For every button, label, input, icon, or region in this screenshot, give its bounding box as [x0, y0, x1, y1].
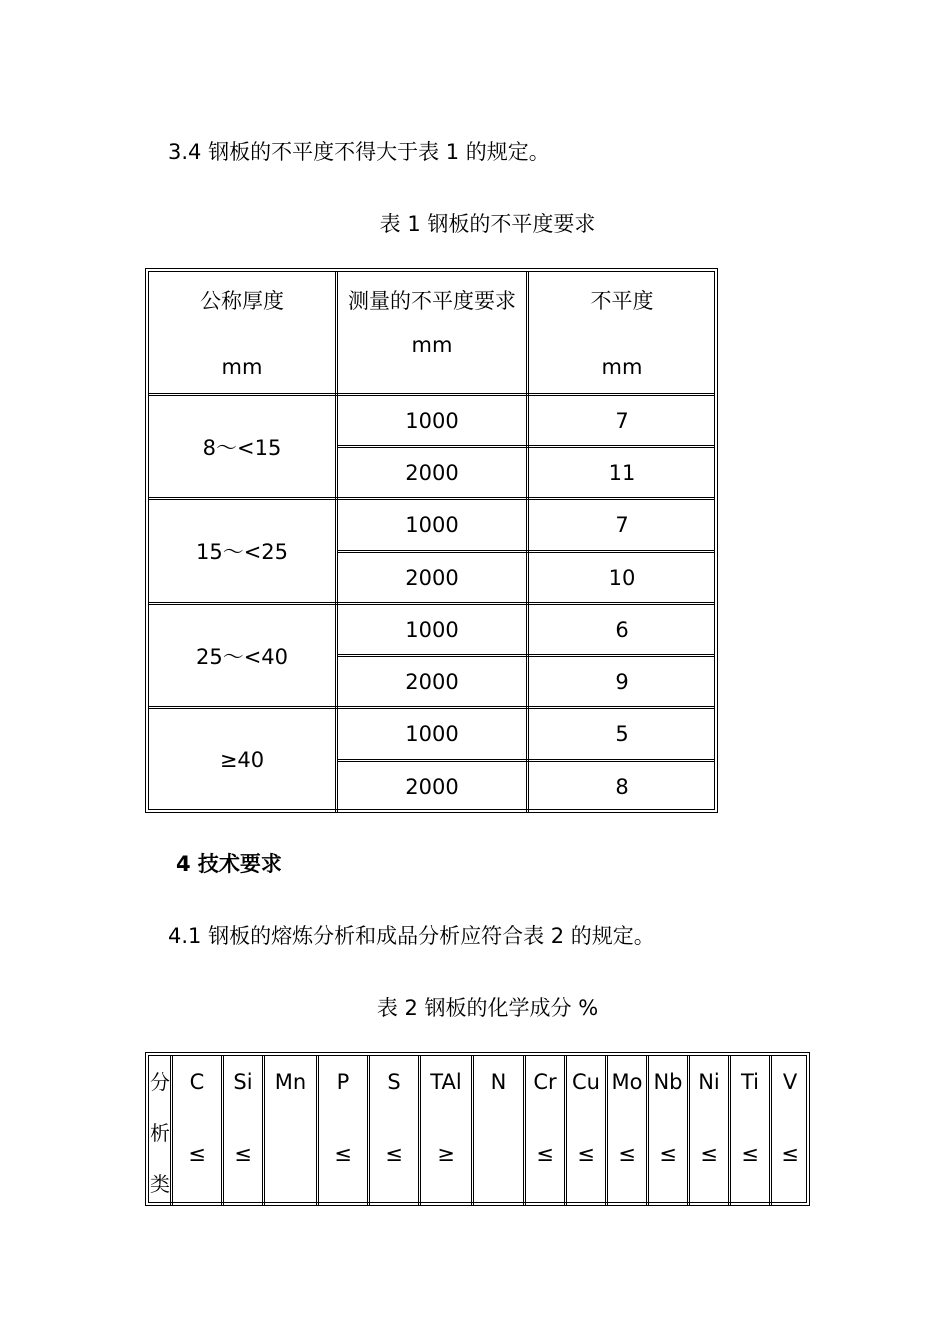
element-symbol: Ni	[698, 1070, 720, 1094]
length-cell: 1000	[405, 617, 459, 642]
header-measurement	[338, 285, 526, 315]
limit-operator: ≤	[781, 1142, 799, 1166]
limit-operator: ≤	[334, 1142, 352, 1166]
element-symbol: Cu	[572, 1070, 600, 1094]
thickness-cell: 15～<25	[195, 540, 289, 564]
limit-operator: ≤	[385, 1142, 403, 1166]
header-unit	[529, 355, 715, 379]
thickness-cell: ≥40	[219, 748, 265, 772]
header-unit	[149, 355, 335, 379]
table1-row-divider	[148, 602, 715, 603]
limit-operator: ≤	[659, 1142, 677, 1166]
header-unit-label: mm	[601, 355, 643, 379]
header-unit-label: mm	[411, 333, 453, 357]
header-label: 测量的不平度要求	[348, 289, 516, 313]
element-symbol: Cr	[533, 1070, 557, 1094]
limit-operator: ≤	[536, 1142, 554, 1166]
table1-col-divider	[526, 271, 527, 812]
header-char: 类	[150, 1172, 170, 1196]
table1-subrow-divider	[337, 654, 715, 655]
element-column-ni	[690, 1056, 728, 1204]
element-symbol: S	[387, 1070, 401, 1094]
table1-subrow-divider	[337, 550, 715, 551]
header-char: 析	[150, 1121, 170, 1145]
element-column-cr	[526, 1056, 564, 1204]
element-column-tal	[421, 1056, 471, 1204]
limit-operator: ≥	[437, 1142, 455, 1166]
header-unit	[338, 333, 526, 357]
limit-operator: ≤	[188, 1142, 206, 1166]
element-symbol: C	[189, 1070, 205, 1094]
table2-col-divider	[687, 1055, 688, 1205]
element-symbol: Nb	[653, 1070, 683, 1094]
table2-col-divider	[564, 1055, 565, 1205]
limit-operator: ≤	[577, 1142, 595, 1166]
header-label: 公称厚度	[200, 289, 284, 313]
flatness-cell: 7	[615, 408, 629, 433]
element-column-cu	[567, 1056, 605, 1204]
section-3-4-text: 3.4 钢板的不平度不得大于表 1 的规定。	[168, 140, 550, 164]
length-cell: 2000	[405, 774, 459, 799]
element-column-n	[474, 1056, 523, 1204]
header-analysis-type	[149, 1056, 171, 1205]
table1-col-divider	[335, 271, 336, 812]
element-symbol: Ti	[740, 1070, 760, 1094]
table1-caption: 表 1 钢板的不平度要求	[379, 212, 596, 236]
table2-col-divider	[471, 1055, 472, 1205]
element-symbol: N	[490, 1070, 507, 1094]
table1-row-divider	[148, 497, 715, 498]
element-column-mo	[608, 1056, 646, 1204]
length-cell: 2000	[405, 565, 459, 590]
limit-operator: ≤	[234, 1142, 252, 1166]
limit-operator: ≤	[741, 1142, 759, 1166]
header-nominal-thickness	[149, 285, 335, 315]
element-column-nb	[649, 1056, 687, 1204]
length-cell: 1000	[405, 722, 459, 746]
flatness-cell: 9	[615, 669, 629, 694]
element-symbol: Mo	[611, 1070, 643, 1094]
element-column-v	[772, 1056, 808, 1204]
table2-col-divider	[728, 1055, 729, 1205]
element-column-ti	[731, 1056, 769, 1204]
flatness-cell: 5	[615, 722, 629, 746]
limit-operator: ≤	[618, 1142, 636, 1166]
table2-col-divider	[170, 1055, 171, 1205]
chemical-composition-table	[145, 1052, 810, 1206]
flatness-cell: 6	[615, 617, 629, 642]
header-char: 分	[150, 1070, 170, 1094]
table1-row-divider	[148, 706, 715, 707]
element-symbol: Si	[233, 1070, 253, 1094]
table2-caption: 表 2 钢板的化学成分 %	[376, 996, 599, 1020]
table2-col-divider	[605, 1055, 606, 1205]
flatness-table	[145, 268, 718, 813]
thickness-cell: 25～<40	[195, 644, 289, 669]
flatness-cell: 10	[608, 565, 636, 590]
element-column-s	[370, 1056, 418, 1204]
length-cell: 2000	[405, 460, 459, 485]
element-symbol: P	[336, 1070, 350, 1094]
length-cell: 1000	[405, 408, 459, 433]
element-column-p	[319, 1056, 367, 1204]
table2-col-divider	[769, 1055, 770, 1205]
element-symbol: V	[782, 1070, 798, 1094]
table1-row-divider	[148, 393, 715, 394]
header-flatness	[529, 285, 715, 315]
thickness-cell: 8～<15	[202, 435, 282, 460]
element-symbol: Mn	[274, 1070, 307, 1094]
element-column-mn	[265, 1056, 316, 1204]
element-column-si	[224, 1056, 262, 1204]
table2-col-divider	[316, 1055, 317, 1205]
length-cell: 1000	[405, 513, 459, 537]
table2-col-divider	[221, 1055, 222, 1205]
table2-col-divider	[367, 1055, 368, 1205]
table1-subrow-divider	[337, 759, 715, 760]
table2-col-divider	[262, 1055, 263, 1205]
table2-col-divider	[418, 1055, 419, 1205]
length-cell: 2000	[405, 669, 459, 694]
section-4-heading: 4 技术要求	[176, 852, 282, 876]
table2-col-divider	[646, 1055, 647, 1205]
flatness-cell: 7	[615, 513, 629, 537]
section-4-1-text: 4.1 钢板的熔炼分析和成品分析应符合表 2 的规定。	[168, 924, 655, 948]
flatness-cell: 11	[608, 460, 636, 485]
header-label: 不平度	[590, 289, 654, 313]
table2-col-divider	[523, 1055, 524, 1205]
element-symbol: TAl	[430, 1070, 462, 1094]
header-unit-label: mm	[221, 355, 263, 379]
element-column-c	[173, 1056, 221, 1204]
limit-operator: ≤	[700, 1142, 718, 1166]
table1-subrow-divider	[337, 445, 715, 446]
flatness-cell: 8	[615, 774, 629, 799]
